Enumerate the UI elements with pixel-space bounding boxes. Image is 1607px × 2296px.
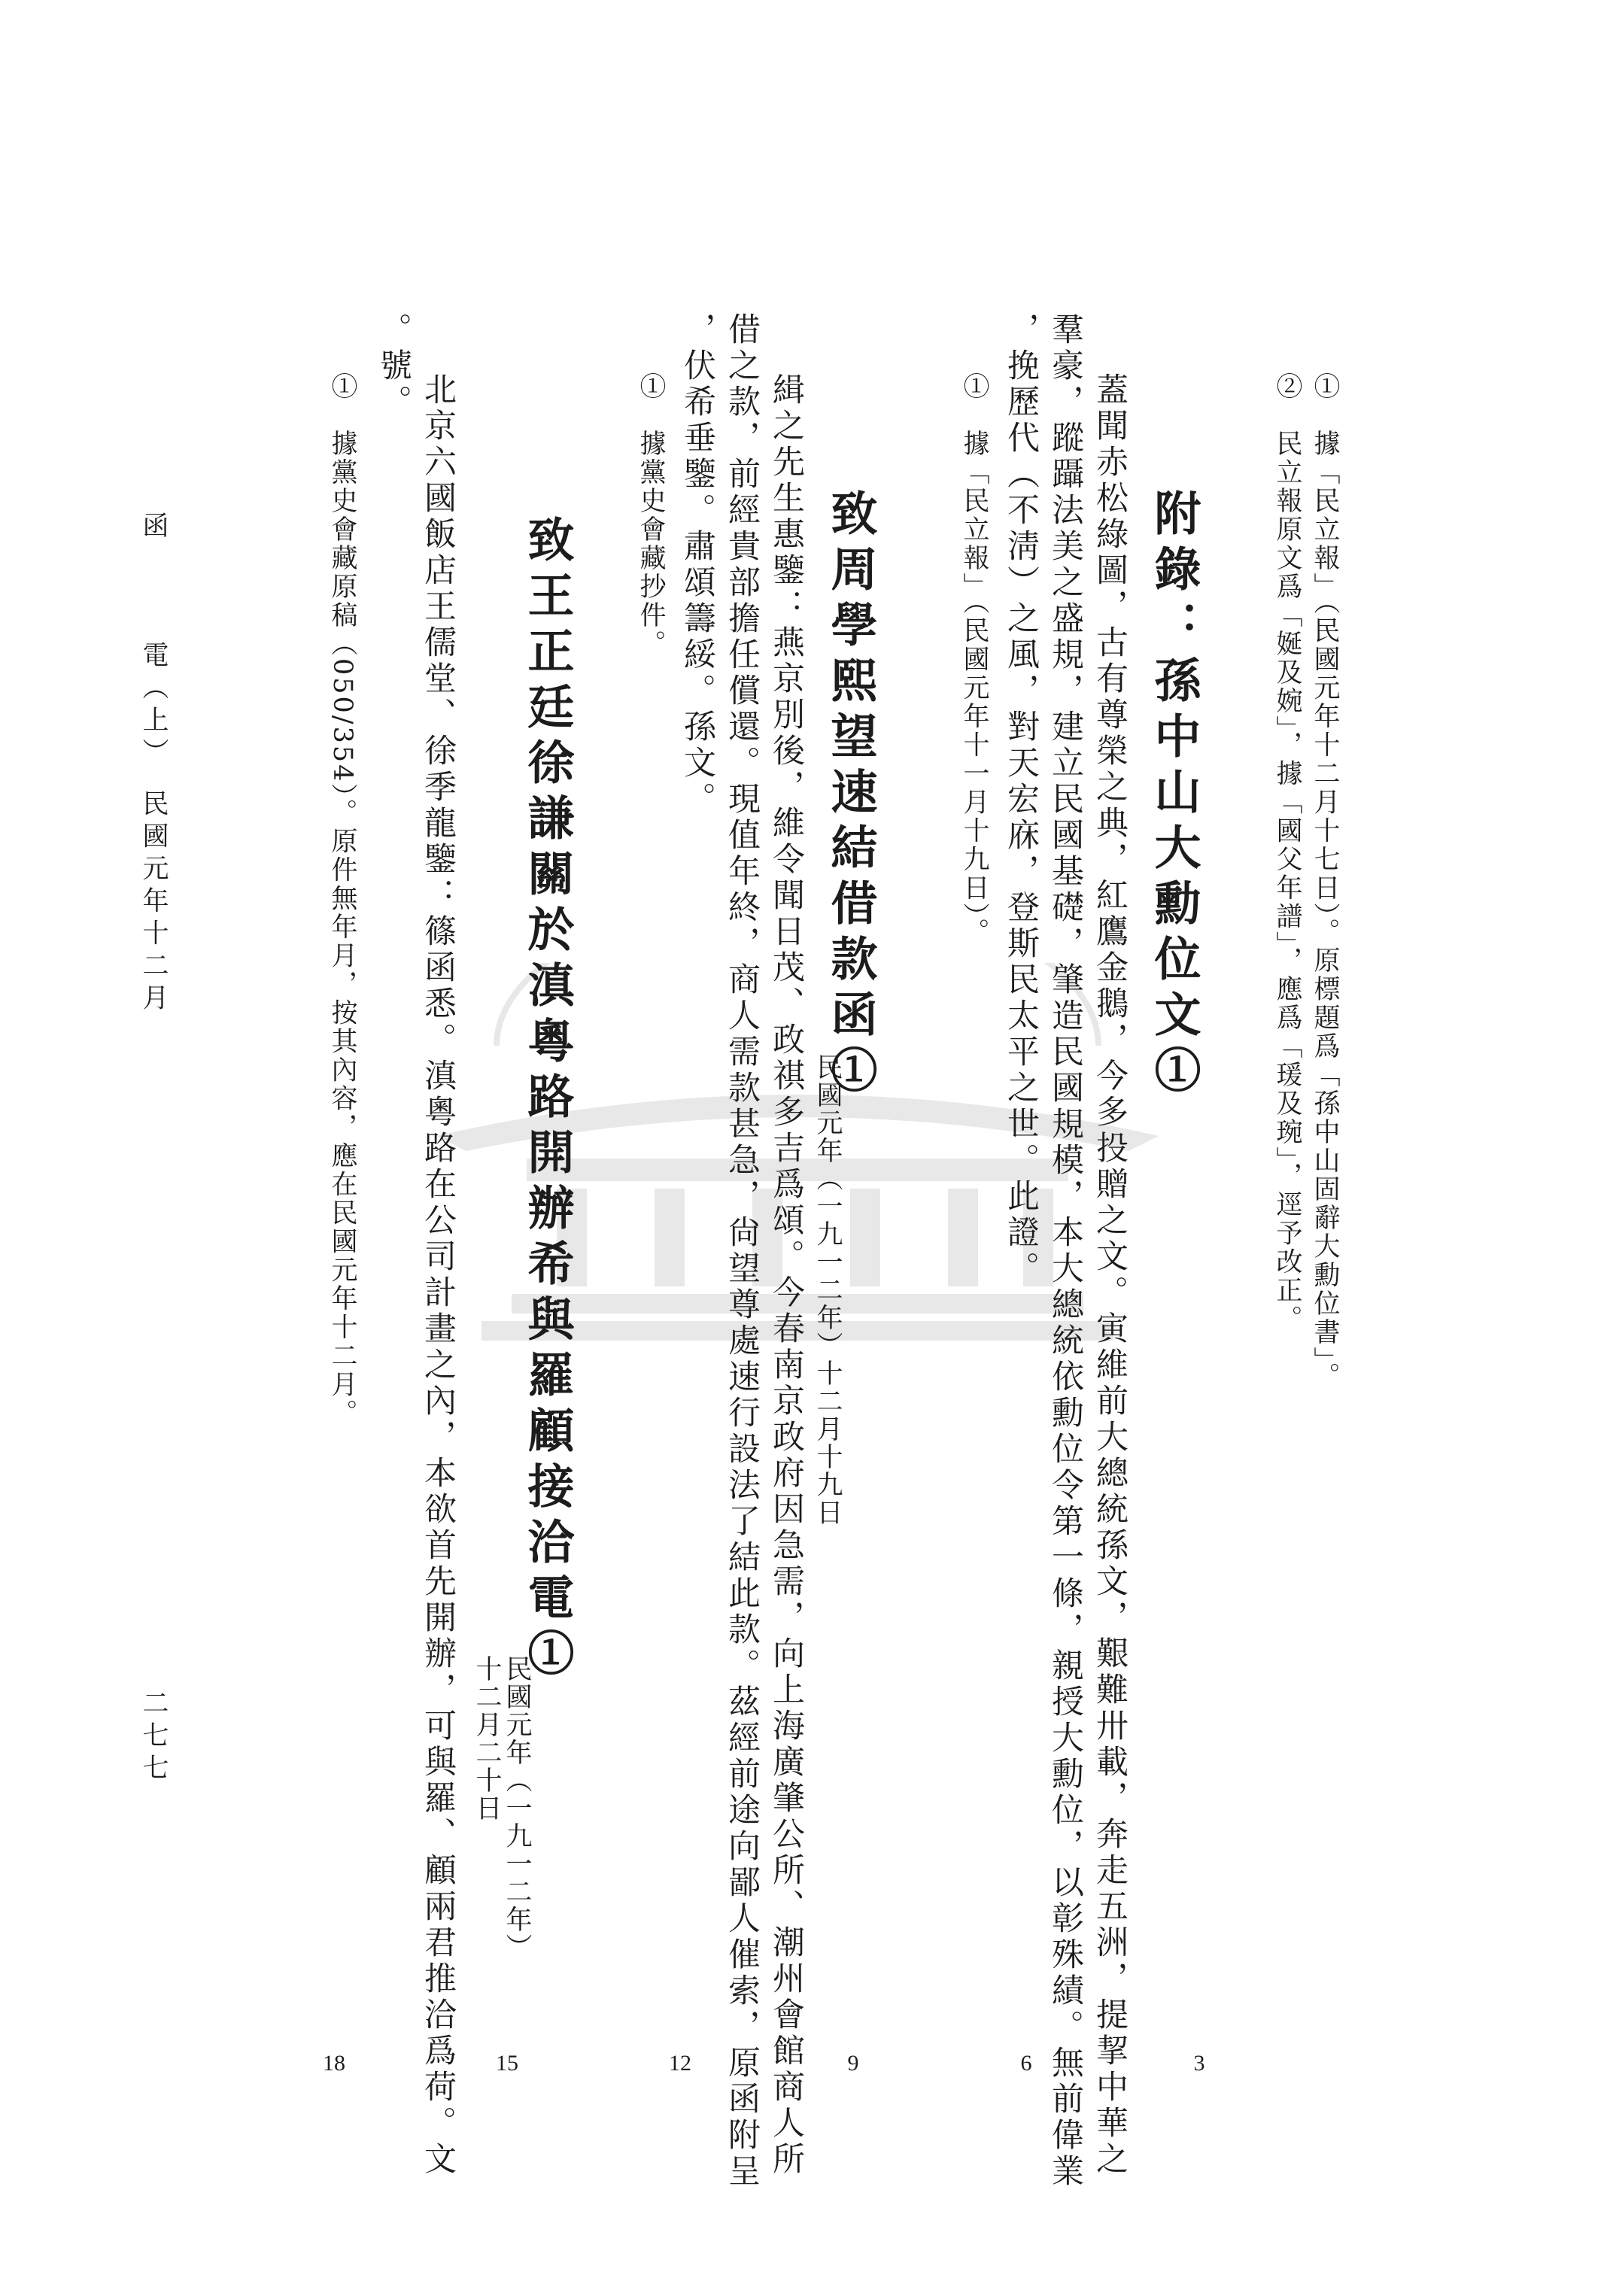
line-number: 3 [1193,2051,1205,2076]
section3-date-line-2: 十二月二十日 [472,1655,502,1822]
section2-body-line-2: 借之款，前經貴部擔任償還。現值年終，商人需款甚急，尙望尊處速行設法了結此款。茲經前途向鄙人催索，原函附呈 [723,312,761,2190]
section3-title: 致王正廷徐謙關於滇粵路開辦希與羅顧接洽電① [520,515,575,1684]
line-number: 15 [496,2051,518,2076]
footnote-3-source: ① 據「民立報」（民國元年十一月十九日）。 [959,372,989,946]
line-number: 18 [323,2051,345,2076]
line-number: 6 [1020,2051,1032,2076]
section3-body-line-2: 。號。 [375,312,412,421]
footnote-section2-source: ① 據黨史會藏抄件。 [636,372,666,658]
section1-body-line-3: ，挽歷代（不淸）之風，對天宏庥，登斯民太平之世。此證。 [1002,312,1040,1287]
section2-title: 致周學熙望速結借款函① [823,489,878,1101]
section3-body-line-1: 北京六國飯店王儒堂、徐季龍鑒：篠函悉。滇粵路在公司計畫之內，本欲首先開辦，可與羅、顧兩君推洽爲荷。文 [419,372,457,2178]
page-number: 二七七 [138,1689,169,1786]
line-number: 12 [669,2051,691,2076]
line-number: 9 [847,2051,859,2076]
section3-date-line-1: 民國元年（一九一二年） [502,1655,532,1961]
section1-body-line-2: 羣豪，蹤躡法美之盛規，建立民國基礎，肇造民國規模，本大總統依勳位令第一條，親授大勳位，以彰殊績。無前偉業 [1047,312,1084,2190]
running-header-title: 函 電（上） 民國元年十二月 [138,512,169,1016]
section2-body-line-1: 緝之先生惠鑒：燕京別後，維令聞日茂、政祺多吉爲頌。今春南京政府因急需，向上海廣肇公所、潮州會館商人所 [767,372,805,2178]
section2-date: 民國元年（一九一二年）十二月十九日 [813,1053,843,1526]
section1-body-line-1: 蓋聞赤松綠圖，古有尊榮之典，紅鷹金鵝，今多投贈之文。寅維前大總統孫文，艱難卅載，奔走五洲，提挈中華之 [1091,372,1129,2178]
footnote-1-source: ① 據「民立報」（民國元年十二月十七日）。原標題爲「孫中山固辭大勳位書」。 [1310,372,1340,1391]
footnote-section3-source: ① 據黨史會藏原稿（050/354）。原件無年月，按其內容，應在民國元年十二月。 [327,372,357,1428]
section2-body-line-3: ，伏希垂鑒。肅頌籌綏。孫文。 [679,312,716,818]
section1-title: 附錄：孫中山大勳位文① [1147,489,1201,1101]
footnote-2-correction: ② 民立報原文爲「娫及婉」，據「國父年譜」，應爲「瑗及琬」，逕予改正。 [1272,372,1302,1334]
